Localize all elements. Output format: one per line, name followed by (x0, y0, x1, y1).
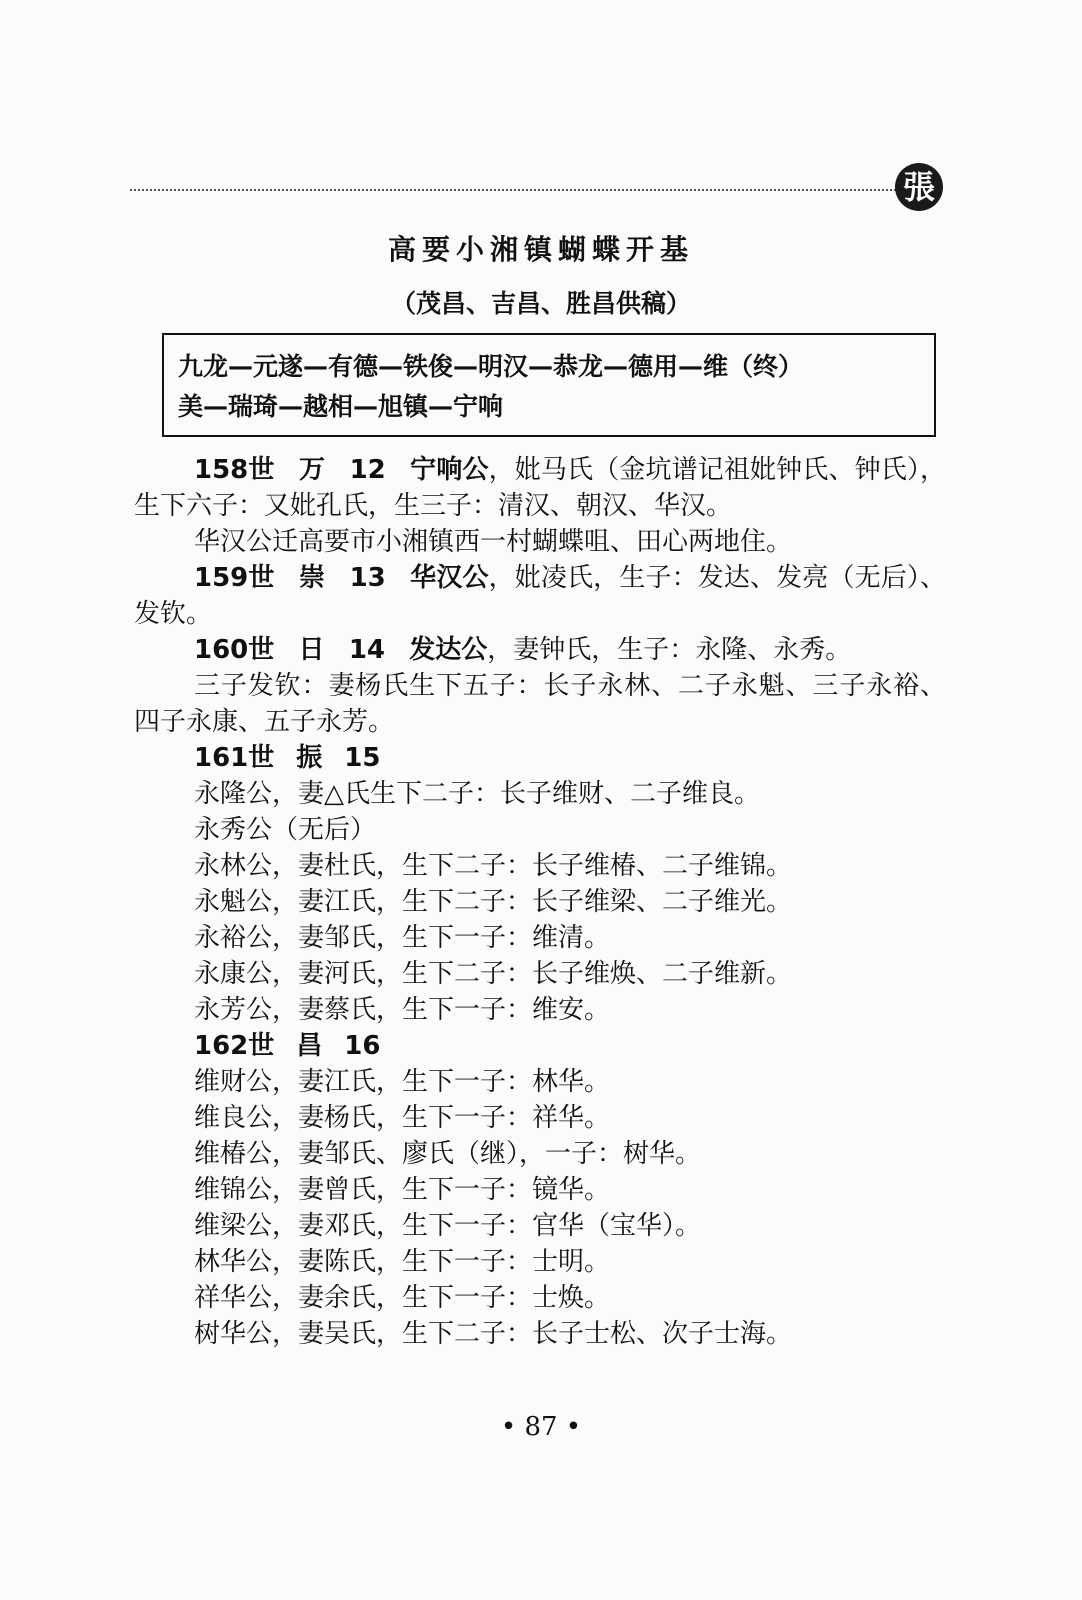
list-item: 永魁公，妻江氏，生下二子：长子维梁、二子维光。 (194, 887, 793, 917)
generation-label: 158世 (194, 455, 275, 485)
lineage-line-2: 美—瑞琦—越相—旭镇—宁响 (178, 392, 504, 421)
ancestor-name: 发达公 (409, 635, 488, 665)
generation-number: 14 (348, 635, 386, 665)
lineage-box (162, 333, 936, 437)
ancestor-name: 宁响公 (410, 455, 489, 485)
page-number: • 87 • (500, 1412, 582, 1442)
generation-char: 昌 (296, 1031, 323, 1061)
list-item: 永隆公，妻△氏生下二子：长子维财、二子维良。 (194, 779, 760, 809)
list-item: 永裕公，妻邹氏，生下一子：维清。 (194, 923, 611, 953)
generation-char: 崇 (298, 563, 326, 593)
list-item: 维梁公，妻邓氏，生下一子：官华（宝华）。 (194, 1211, 702, 1241)
generation-number: 13 (349, 563, 386, 593)
list-item: 树华公，妻吴氏，生下二子：长子士松、次子士海。 (194, 1319, 793, 1349)
list-item: 维椿公，妻邹氏、廖氏（继），一子：树华。 (194, 1139, 702, 1169)
entry-text: ，妣马氏（金坑谱记祖妣钟氏、钟氏），生下六子：又妣孔氏，生三子：清汉、朝汉、华汉。 (134, 455, 947, 521)
generation-number: 12 (349, 455, 386, 485)
page-title: 高要小湘镇蝴蝶开基 (387, 233, 694, 266)
list-item: 永林公，妻杜氏，生下二子：长子维椿、二子维锦。 (194, 851, 793, 881)
genealogy-body (134, 452, 946, 1352)
entry-text: ，妻钟氏，生子：永隆、永秀。 (487, 635, 852, 665)
generation-161-heading (134, 740, 946, 776)
list-item: 维良公，妻杨氏，生下一子：祥华。 (194, 1103, 611, 1133)
faqin-note: 三子发钦：妻杨氏生下五子：长子永林、二子永魁、三子永裕、四子永康、五子永芳。 (134, 671, 946, 737)
list-item: 维财公，妻江氏，生下一子：林华。 (194, 1067, 611, 1097)
list-item: 维锦公，妻曾氏，生下一子：镜华。 (194, 1175, 611, 1205)
entry-160 (134, 632, 946, 668)
list-item: 永芳公，妻蔡氏，生下一子：维安。 (194, 995, 611, 1025)
generation-char: 日 (298, 635, 325, 665)
list-item: 永康公，妻河氏，生下二子：长子维焕、二子维新。 (194, 959, 793, 989)
entry-158 (134, 452, 946, 524)
page-subtitle: （茂昌、吉昌、胜昌供稿） (390, 289, 691, 318)
entry-text: ，妣凌氏，生子：发达、发亮（无后）、发钦。 (134, 563, 947, 629)
lineage-line-1: 九龙—元遂—有德—铁俊—明汉—恭龙—德用—维（终） (178, 352, 804, 381)
migration-note: 华汉公迁高要市小湘镇西一村蝴蝶咀、田心两地住。 (194, 527, 793, 557)
header-rule (130, 189, 900, 191)
generation-char: 振 (296, 743, 323, 773)
zhang-seal-icon: 張 (895, 163, 943, 211)
generation-162-heading (134, 1028, 946, 1064)
list-item: 祥华公，妻余氏，生下一子：士焕。 (194, 1283, 611, 1313)
ancestor-name: 华汉公 (410, 563, 489, 593)
generation-char: 万 (298, 455, 326, 485)
generation-label: 162世 (194, 1031, 275, 1061)
list-item: 林华公，妻陈氏，生下一子：士明。 (194, 1247, 611, 1277)
generation-label: 161世 (194, 743, 275, 773)
entry-159 (134, 560, 946, 632)
list-item: 永秀公（无后） (194, 815, 377, 845)
generation-label: 160世 (194, 635, 275, 665)
generation-label: 159世 (194, 563, 275, 593)
generation-number: 16 (344, 1031, 381, 1061)
generation-number: 15 (344, 743, 381, 773)
